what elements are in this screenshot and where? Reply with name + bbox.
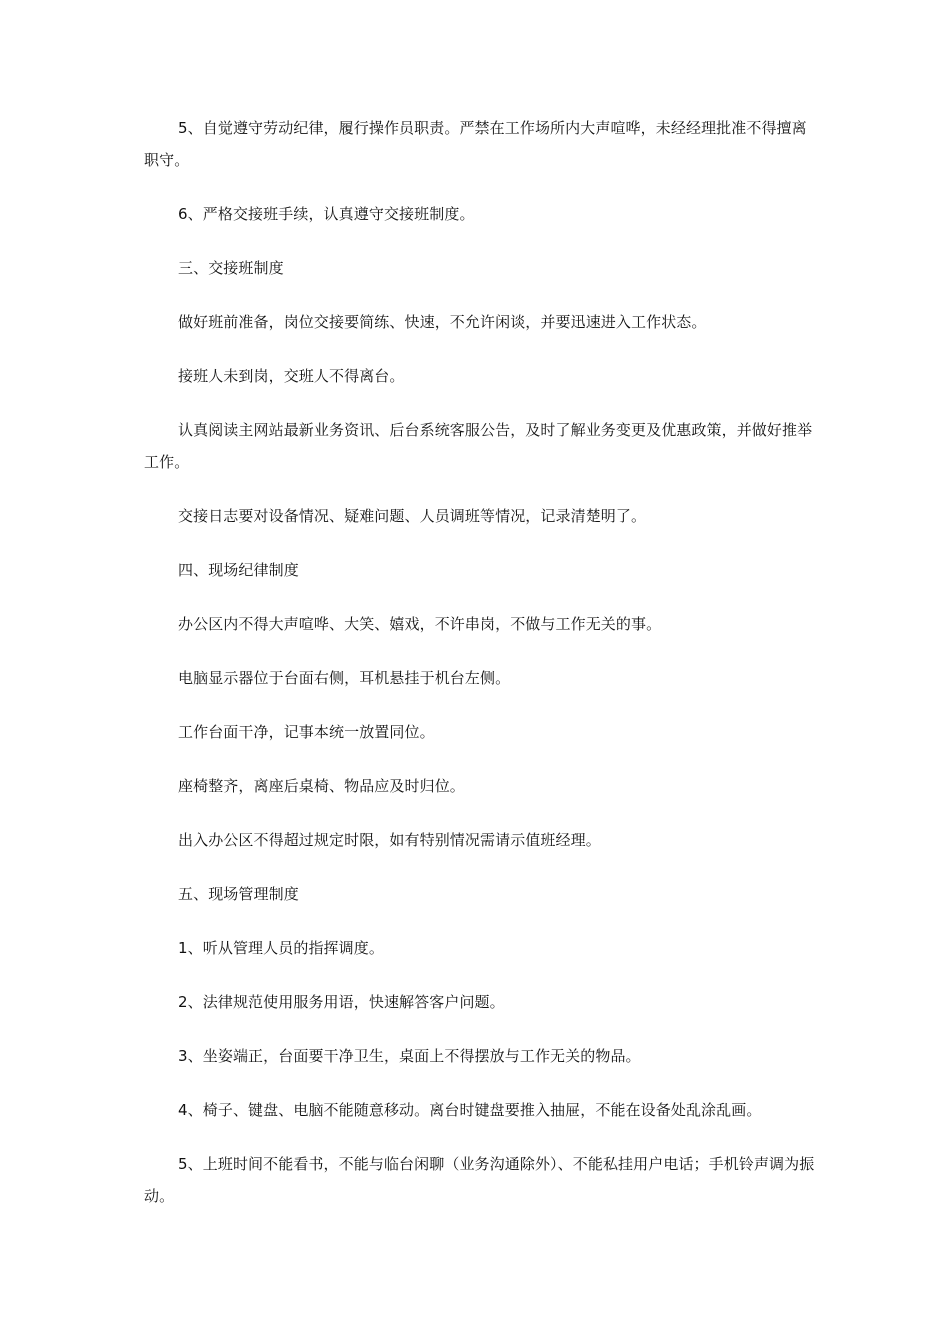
paragraph-service-language: 2、法律规范使用服务用语，快速解答客户问题。 <box>178 993 505 1011</box>
paragraph-monitor-headset: 电脑显示器位于台面右侧，耳机悬挂于机台左侧。 <box>178 669 511 687</box>
paragraph-follow-management: 1、听从管理人员的指挥调度。 <box>178 939 384 957</box>
paragraph-labor-discipline: 5、自觉遵守劳动纪律，履行操作员职责。严禁在工作场所内大声喧哗，未经经理批准不得擅离职守。 <box>144 119 807 169</box>
paragraph-preparation: 做好班前准备，岗位交接要简练、快速，不允许闲谈，并要迅速进入工作状态。 <box>178 313 707 331</box>
section-heading-shift-handover: 三、交接班制度 <box>178 259 284 277</box>
paragraph-clean-desk: 工作台面干净，记事本统一放置同位。 <box>178 723 435 741</box>
paragraph-equipment-use: 4、椅子、键盘、电脑不能随意移动。离台时键盘要推入抽屉，不能在设备处乱涂乱画。 <box>178 1101 762 1119</box>
section-heading-site-discipline: 四、现场纪律制度 <box>178 561 299 579</box>
paragraph-time-limit: 出入办公区不得超过规定时限，如有特别情况需请示值班经理。 <box>178 831 601 849</box>
document-body <box>144 112 820 1234</box>
paragraph-shift-procedure: 6、严格交接班手续，认真遵守交接班制度。 <box>178 205 475 223</box>
section-heading-site-management: 五、现场管理制度 <box>178 885 299 903</box>
paragraph-no-leaving: 接班人未到岗，交班人不得离台。 <box>178 367 405 385</box>
paragraph-work-behavior: 5、上班时间不能看书，不能与临台闲聊（业务沟通除外）、不能私挂用户电话；手机铃声调为振动。 <box>144 1155 815 1205</box>
paragraph-office-quiet: 办公区内不得大声喧哗、大笑、嬉戏，不许串岗，不做与工作无关的事。 <box>178 615 662 633</box>
paragraph-chair-order: 座椅整齐，离座后桌椅、物品应及时归位。 <box>178 777 465 795</box>
paragraph-handover-log: 交接日志要对设备情况、疑难问题、人员调班等情况，记录清楚明了。 <box>178 507 647 525</box>
paragraph-read-updates: 认真阅读主网站最新业务资讯、后台系统客服公告，及时了解业务变更及优惠政策，并做好推举工作。 <box>144 421 813 471</box>
paragraph-posture-tidy: 3、坐姿端正，台面要干净卫生，桌面上不得摆放与工作无关的物品。 <box>178 1047 641 1065</box>
